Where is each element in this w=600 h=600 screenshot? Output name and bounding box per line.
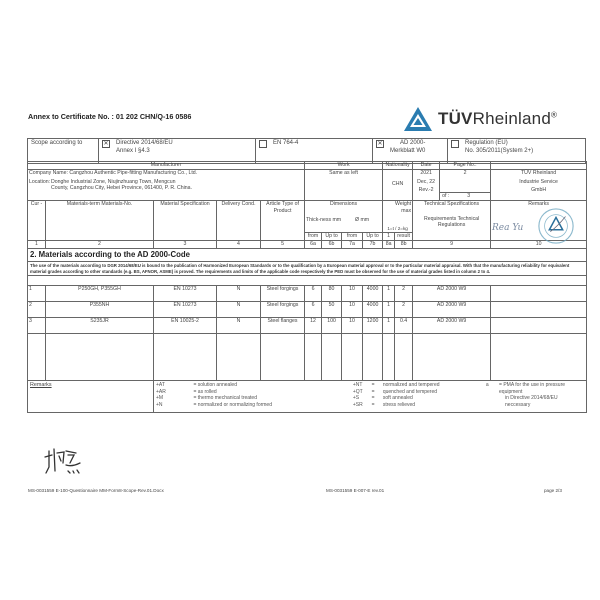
cell-thickness-from: 6	[305, 302, 322, 318]
cell-weight: 2	[395, 302, 413, 318]
checkbox-checked-icon[interactable]: ✕	[103, 141, 109, 147]
col-number: 4	[217, 240, 261, 248]
col-header-weight-unit: 1=t / 2=kg	[387, 226, 408, 232]
cell-diameter-from: 10	[342, 302, 363, 318]
cell-diameter-to: 4000	[363, 286, 383, 302]
scope-option-line: EN 764-4	[273, 140, 299, 146]
cell-diameter-from: 10	[342, 318, 363, 334]
table-row	[28, 286, 587, 302]
cell-spec: EN 10273	[154, 302, 217, 318]
remark-code: +S	[352, 395, 360, 402]
cell-article: Steel forgings	[261, 286, 305, 302]
location-label: Location:	[29, 178, 51, 185]
cell-unit: 1	[383, 302, 395, 318]
company-name: Company Name: Cangzhou Authentic Pipe-fitting Manufacturing Co., Ltd.	[29, 169, 198, 176]
page-no-value: 2	[463, 169, 467, 176]
remark-desc: = as rolled	[193, 388, 217, 395]
cell-delivery: N	[217, 286, 261, 302]
remarks-col1-codes	[156, 382, 193, 408]
col-number: 1	[28, 240, 46, 248]
scope-label: Scope according to	[28, 139, 99, 164]
cell-delivery: N	[217, 318, 261, 334]
cell-article: Steel forgings	[261, 302, 305, 318]
manufacturer-info	[28, 169, 305, 200]
issuer-line3: GmbH	[531, 187, 547, 194]
date-header: Date	[413, 162, 440, 169]
cell-thickness-from: 12	[305, 318, 322, 334]
col-header-dimensions: Dimensions	[330, 200, 358, 207]
cell-material: P355NH	[46, 302, 154, 318]
handwritten-signature-icon	[42, 443, 84, 479]
scope-option-directive	[99, 139, 256, 164]
scope-option-line: AD 2000-	[399, 140, 426, 146]
cell-cur: 3	[28, 318, 46, 334]
scope-option-en764	[256, 139, 373, 164]
col-number: 2	[46, 240, 154, 248]
remark-eq: =	[371, 395, 375, 402]
scope-option-line: Merkblatt W0	[390, 147, 426, 154]
col-header-materials: Materials-term Materials-No.	[46, 200, 154, 240]
cell-article: Steel flanges	[261, 318, 305, 334]
col-header-article: Article Type of Product	[261, 200, 305, 240]
page-no-header: Page No..	[453, 162, 477, 168]
col-header-thickness: Thick-ness mm	[305, 216, 342, 223]
col-number: 6a	[305, 240, 322, 248]
remark-code: +AR	[156, 388, 166, 395]
footer-doc-ref: MS-0031559 E-100-Questionnaire MM-Form8-Scope-Rev.01.Docx	[28, 488, 164, 493]
scope-option-line: Regulation (EU)	[465, 140, 508, 146]
checkbox-unchecked-icon[interactable]	[451, 140, 459, 148]
col-number: 8b	[395, 240, 413, 248]
col-number: 7a	[342, 240, 363, 248]
spacer-row	[28, 276, 587, 286]
cell-diameter-to: 4000	[363, 302, 383, 318]
of-value: 3	[467, 193, 471, 199]
section-title: 2. Materials according to the AD 2000-Code	[28, 248, 587, 261]
remark-code: +QT	[352, 388, 363, 395]
cell-tech: AD 2000 W9	[413, 302, 491, 318]
cell-thickness-to: 100	[322, 318, 342, 334]
checkbox-unchecked-icon[interactable]	[259, 140, 267, 148]
col-number: 10	[491, 240, 587, 248]
cell-tech: AD 2000 W9	[413, 318, 491, 334]
location-line1: Donghe Industrial Zone, Niujinzhuang Town, Mengcun	[51, 178, 176, 185]
scope-option-line: No. 305/2011(System 2+)	[465, 147, 534, 154]
cell-spec: EN 10273	[154, 286, 217, 302]
legal-notice: The use of the materials according to DGR 2014/68/EU is bound to the publication of Harmonized European Standards or to the qualification by a European material approval or to the particular material appraisal. With that the manufacturing reliability for equivalent material grades according to other standards (e.g. BS, AFNOR, ASME) is proved. The requirements and limits of the applicable code respectively the PED must be observed for the use of material grades listed in column 2 to 4.	[28, 261, 587, 276]
cell-thickness-to: 50	[322, 302, 342, 318]
scope-option-ad2000	[373, 139, 448, 164]
col-number: 8a	[383, 240, 395, 248]
manufacturer-header: Manufacturer	[28, 162, 305, 170]
footer-page: page 2/3	[544, 488, 562, 493]
scope-option-line: Annex I §4.3	[116, 147, 150, 154]
work-header: Work	[305, 162, 383, 170]
scope-option-regulation	[448, 139, 586, 164]
cell-thickness-to: 80	[322, 286, 342, 302]
remarks-label: Remarks	[30, 382, 52, 389]
col-header-weight: Weight max	[395, 200, 412, 214]
col-header-tech-spec: Technical Spezifications	[424, 200, 480, 207]
remarks-col1-desc	[193, 382, 352, 408]
remark-code: +AT	[156, 382, 165, 389]
date-day: Dec, 22	[417, 178, 436, 185]
handwritten-remark: Rea Yu	[492, 223, 524, 233]
work-value: Same as left	[305, 169, 383, 200]
remark-desc: = normalized or normalizing formed	[193, 401, 272, 408]
remark-desc: = solution annealed	[193, 382, 237, 389]
remark-code: +NT	[352, 382, 363, 389]
certificate-number: Annex to Certificate No. : 01 202 CHN/Q-16 0586	[28, 112, 192, 121]
cell-cur: 2	[28, 302, 46, 318]
col-header-remarks: Remarks	[491, 200, 587, 240]
remark-note-line1: = PMA for the use in pressure equipment	[499, 382, 566, 395]
col-header-from: from	[342, 233, 363, 241]
registered-mark: ®	[550, 110, 558, 120]
remark-desc: normalized and tempered	[382, 382, 440, 389]
col-header-cur: Cur -	[28, 200, 46, 240]
remark-code: +M	[156, 395, 164, 402]
cell-remarks	[491, 286, 587, 302]
remarks-col2-desc	[383, 382, 486, 408]
col-header-result: result	[395, 233, 413, 241]
remark-desc: stress relieved	[382, 401, 416, 408]
cell-weight: 2	[395, 286, 413, 302]
cell-material: P250GH, P355GH	[46, 286, 154, 302]
remark-desc: = thermo mechanical treated	[193, 395, 257, 402]
materials-table	[27, 161, 587, 413]
revision: Rev.-2	[418, 187, 434, 194]
remark-eq: =	[371, 382, 375, 389]
remark-note-line2: in Directive 2014/68/EU neccessary	[505, 395, 558, 408]
col-number: 3	[154, 240, 217, 248]
cell-spec: EN 10025-2	[154, 318, 217, 334]
cell-material: S235JR	[46, 318, 154, 334]
checkbox-checked-icon[interactable]: ✕	[377, 141, 383, 147]
remark-eq: =	[371, 388, 375, 395]
cell-tech: AD 2000 W9	[413, 286, 491, 302]
cell-unit: 1	[383, 286, 395, 302]
cell-delivery: N	[217, 302, 261, 318]
col-header-up-to: Up to	[363, 233, 383, 241]
cell-remarks	[491, 318, 587, 334]
remark-code: +SR	[352, 401, 363, 408]
remark-desc: soft annealed	[382, 395, 413, 402]
table-row	[28, 318, 587, 334]
remark-code: +N	[156, 401, 163, 408]
table-row	[28, 302, 587, 318]
cell-unit: 1	[383, 318, 395, 334]
logo-text-bold: TÜV	[438, 109, 473, 128]
col-header-up-to: Up to	[322, 233, 342, 241]
col-header-diameter: Ø mm	[355, 216, 370, 223]
location-line2: County, Cangzhou City, Hebei Province, 061400, P. R. China.	[51, 185, 193, 192]
cell-cur: 1	[28, 286, 46, 302]
col-header-material-spec: Material Specification	[154, 200, 217, 240]
tuv-triangle-icon	[403, 106, 433, 132]
col-number: 6b	[322, 240, 342, 248]
cell-diameter-from: 10	[342, 286, 363, 302]
cell-weight: 0.4	[395, 318, 413, 334]
cell-diameter-to: 1200	[363, 318, 383, 334]
nationality-header: Nationality	[383, 162, 413, 170]
empty-row	[28, 334, 587, 381]
remark-desc: quenched and tempered	[382, 388, 438, 395]
remarks-col2-codes	[353, 382, 372, 408]
issuer-line2: Industrie Service	[519, 178, 558, 185]
issuer-line1: TÜV Rheinland	[521, 169, 557, 176]
col-header-from: from	[305, 233, 322, 241]
col-number: 7b	[363, 240, 383, 248]
remark-note-code: a	[485, 382, 489, 389]
col-number: 9	[413, 240, 491, 248]
tuv-stamp-icon	[537, 207, 575, 245]
col-header-unit: 1	[383, 233, 395, 241]
column-number-row	[28, 240, 587, 248]
cell-remarks	[491, 302, 587, 318]
col-number: 5	[261, 240, 305, 248]
of-label: of :	[442, 193, 450, 199]
scope-option-line: Directive 2014/68/EU	[116, 140, 173, 146]
footer-form-ref: MS-0031559 E-007-E rev.01	[326, 488, 385, 493]
logo-text-light: Rheinland	[472, 109, 551, 128]
cell-thickness-from: 6	[305, 286, 322, 302]
col-header-delivery: Delivery Cond.	[217, 200, 261, 240]
col-header-requirements: Requirements Technical Regulations	[423, 215, 480, 229]
date-year: 2021	[420, 169, 432, 176]
nationality-value: CHN	[383, 169, 413, 200]
tuv-rheinland-logo	[403, 104, 557, 134]
remark-eq: =	[371, 401, 375, 408]
